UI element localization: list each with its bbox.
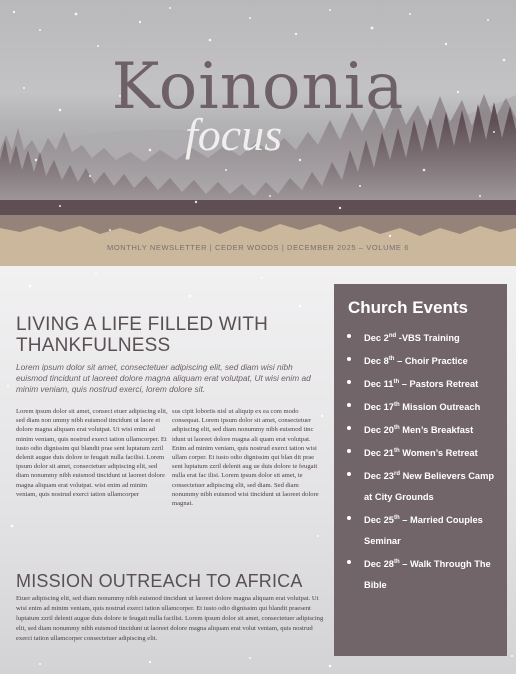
event-item: Dec 2nd -VBS Training (346, 326, 504, 349)
article-mission-body: Etuer adipiscing elit, sed diam nonummy nibh euismod tincidunt ut laoreet dolore magna aliquam erat volutpat. Ut wisi enim ad minim veniam, quis nostrud exerci tation ullamcorper. Et iusto odio dignissim qui blandit praesent luptatum zzril delenit augue duis dolore te feugait nulla facilisi. Lorem ipsum dolor sit amet, consectetuer adipiscing elit, sed diam nonummy nibh euismod tincidunt ut laoreet dolore magna aliquam erat volut veniam, quis nostrud exerci tation ullamcorper consectetuer adipiscing elit. (16, 595, 324, 642)
bullet-icon (347, 403, 351, 407)
event-item: Dec 17th Mission Outreach (346, 395, 504, 418)
bullet-icon (347, 426, 351, 430)
event-item: Dec 20th Men’s Breakfast (346, 418, 504, 441)
bullet-icon (347, 357, 351, 361)
bullet-icon (347, 334, 351, 338)
newsletter-subtitle: focus (185, 109, 283, 160)
article-column-1: Lorem ipsum dolor sit amet, consect etuer adipiscing elit, sed diam non ummy nibh euismod tincidunt ut laore et dolore magna aliquam erat volutpat. Ut wisi enim ad minim veniam, quis nostrud exerci tation ullamcorper. Et iusto odio dignissim qui blandit prae sent luptatum zzril delenit augue duis dolore te feugait nulla facilisi. Lorem ipsum dolor sit amet, consectetuer adipiscing elit, sed diam nonummy nibh euismod tincidunt ut laoreet dolore magna aliquam erat volutpat. wisi enim ad minim veniam, quis nostrud exerci tation ullamcorper (16, 408, 168, 498)
newsletter-title: Koinonia (111, 50, 405, 124)
article-heading-thankfulness: LIVING A LIFE FILLED WITH THANKFULNESS (16, 314, 269, 356)
header-banner (0, 0, 516, 266)
masthead-info: MONTHLY NEWSLETTER | CEDER WOODS | DECEMBER 2025 – VOLUME 6 (107, 243, 409, 252)
bullet-icon (347, 516, 351, 520)
bullet-icon (347, 560, 351, 564)
event-item: Dec 23rd New Believers Camp at City Grounds (346, 464, 504, 508)
bullet-icon (347, 380, 351, 384)
church-events-sidebar (334, 284, 507, 656)
event-item: Dec 25th – Married Couples Seminar (346, 508, 504, 552)
event-item: Dec 21th Women’s Retreat (346, 441, 504, 464)
event-item: Dec 28th – Walk Through The Bible (346, 552, 504, 596)
events-list (346, 326, 504, 596)
article-column-2: sus cipit lobortis nisl ut aliquip ex ea com modo consequat. Lorem ipsum dolor sit amet, consectetuer adipiscing elit, sed diam nonummy nibh euismod tinc idunt ut laoreet dolore magna ali quam erat volutpat. Enim ad minim veniam, quis nostrud exerci tation wisi ullam corper. Et iusto odio dignissim qui blan dit prae sent luptatum zzril delenit aug ue duis dolore te feugait nulla erat fac ilisi. Lorem ipsum dolor sit amet, te consectetuer adipiscing elit, sed diam. Sed diam nonummy nibh euismod wisi tincidunt ut laoreet dolore magnat. (172, 408, 319, 508)
event-item: Dec 8th – Choir Practice (346, 349, 504, 372)
sidebar-title: Church Events (348, 298, 468, 317)
event-item: Dec 11th – Pastors Retreat (346, 372, 504, 395)
article-lead-text: Lorem ipsum dolor sit amet, consectetuer adipiscing elit, sed diam wisi nibh euismod tincidunt ut laoreet dolore magna aliquam erat volutpat, Ut wisi enim ad minim veniam, quis nostrud exerci, lorem dolore sit. (16, 362, 311, 394)
bullet-icon (347, 472, 351, 476)
bullet-icon (347, 449, 351, 453)
article-heading-mission: MISSION OUTREACH TO AFRICA (16, 571, 303, 591)
